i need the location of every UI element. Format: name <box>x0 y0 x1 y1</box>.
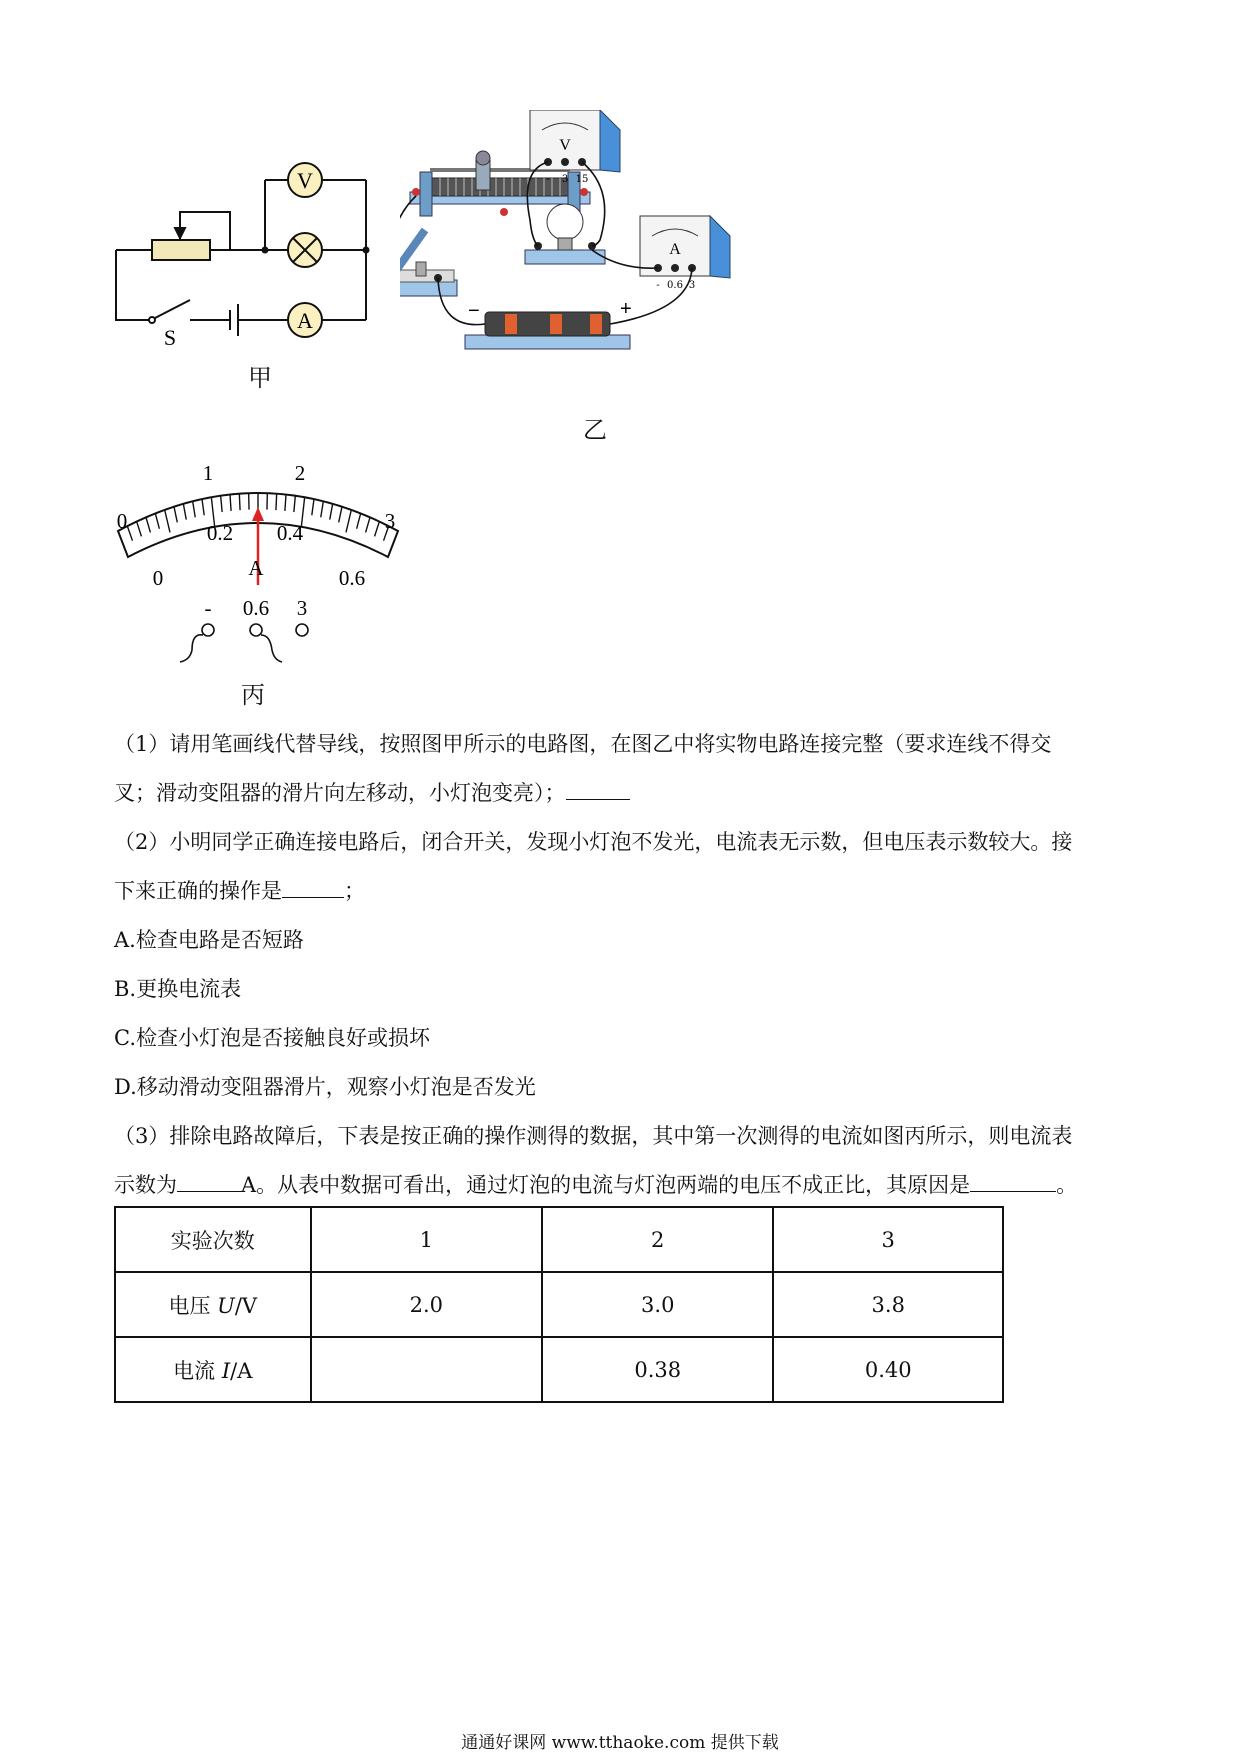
ammeter-dial-bing <box>100 455 420 675</box>
ammeter-device <box>640 216 730 291</box>
dial-top-0: 0 <box>116 509 128 533</box>
caption-jia: 甲 <box>248 364 272 392</box>
battery-minus: − <box>468 300 480 322</box>
q3-line2-a: 示数为 <box>114 1173 177 1197</box>
table-header-cell: 1 <box>311 1207 542 1272</box>
q2-answer-blank <box>282 879 344 898</box>
q2-line2 <box>114 879 365 903</box>
table-cell: 0.38 <box>542 1337 773 1402</box>
dial-bottom-04: 0.4 <box>276 521 304 545</box>
q3-reason-blank <box>970 1173 1056 1192</box>
switch-label: S <box>163 325 177 350</box>
ammeter-terminal-neg: - <box>656 280 660 291</box>
q1-line1: （1）请用笔画线代替导线，按照图甲所示的电路图，在图乙中将实物电路连接完整（要求连线不得交 <box>114 732 1052 756</box>
q2-line2-end: ； <box>344 879 365 903</box>
dial-bottom-0: 0 <box>152 566 164 590</box>
option-a: A.检查电路是否短路 <box>114 928 304 952</box>
dial-bottom-02: 0.2 <box>206 521 234 545</box>
table-row <box>115 1272 1003 1337</box>
dial-top-1: 1 <box>202 461 214 485</box>
voltage-label: 电压 U/V <box>115 1272 311 1337</box>
table-cell: 3.0 <box>542 1272 773 1337</box>
option-b: B.更换电流表 <box>114 977 242 1001</box>
ammeter-terminal-3: 3 <box>688 280 696 291</box>
dial-top-3: 3 <box>384 509 396 533</box>
table-row <box>115 1337 1003 1402</box>
page-footer: 通通好课网 www.tthaoke.com 提供下载 <box>461 1733 779 1753</box>
option-d: D.移动滑动变阻器滑片，观察小灯泡是否发光 <box>114 1075 536 1099</box>
table-row <box>115 1207 1003 1272</box>
dial-terminal-06: 0.6 <box>242 596 270 620</box>
ammeter-terminal-06: 0.6 <box>667 280 683 291</box>
q2-line1: （2）小明同学正确连接电路后，闭合开关，发现小灯泡不发光，电流表无示数，但电压表示数较大。接 <box>114 830 1073 854</box>
caption-yi: 乙 <box>583 416 607 444</box>
caption-bing: 丙 <box>241 681 265 709</box>
current-label: 电流 I/A <box>115 1337 311 1402</box>
dial-terminal-neg: - <box>204 596 212 620</box>
table-header-cell: 2 <box>542 1207 773 1272</box>
q3-current-blank <box>177 1173 241 1192</box>
dial-bottom-06: 0.6 <box>338 566 366 590</box>
table-cell: 2.0 <box>311 1272 542 1337</box>
q2-line2-text: 下来正确的操作是 <box>114 879 282 903</box>
q3-line2 <box>114 1173 1077 1197</box>
dial-terminal-3: 3 <box>296 596 308 620</box>
voltmeter-device-letter: V <box>559 137 571 154</box>
voltmeter-terminal-3: 3 <box>561 174 569 185</box>
experiment-table <box>114 1206 1004 1403</box>
q1-line2 <box>114 781 630 805</box>
option-c: C.检查小灯泡是否接触良好或损坏 <box>114 1026 430 1050</box>
dial-tick <box>276 494 277 510</box>
dial-tick <box>239 494 240 510</box>
circuit-diagram-jia <box>100 150 390 380</box>
battery-plus: + <box>620 298 632 320</box>
q1-line2-text: 叉；滑动变阻器的滑片向左移动，小灯泡变亮）； <box>114 781 566 805</box>
voltmeter-letter: V <box>297 168 313 193</box>
table-cell <box>311 1337 542 1402</box>
table-header-cell: 3 <box>773 1207 1003 1272</box>
physical-circuit-yi <box>400 110 820 410</box>
dial-top-2: 2 <box>294 461 306 485</box>
table-cell: 3.8 <box>773 1272 1003 1337</box>
battery-box <box>465 298 632 349</box>
voltmeter-device <box>530 110 620 185</box>
q3-line1: （3）排除电路故障后，下表是按正确的操作测得的数据，其中第一次测得的电流如图丙所示，则电流表 <box>114 1124 1073 1148</box>
table-header-cell: 实验次数 <box>115 1207 311 1272</box>
knife-switch <box>400 230 457 296</box>
lamp <box>525 204 605 264</box>
q3-line2-b: A。从表中数据可看出，通过灯泡的电流与灯泡两端的电压不成正比，其原因是 <box>241 1173 971 1197</box>
voltmeter-terminal-neg: - <box>546 174 550 185</box>
q1-answer-blank <box>566 781 630 800</box>
ammeter-device-letter: A <box>669 241 681 258</box>
ammeter-letter: A <box>297 308 313 333</box>
q3-line2-end: 。 <box>1056 1173 1078 1197</box>
voltmeter-terminal-15: 15 <box>575 174 589 185</box>
dial-unit: A <box>248 556 264 580</box>
table-cell: 0.40 <box>773 1337 1003 1402</box>
